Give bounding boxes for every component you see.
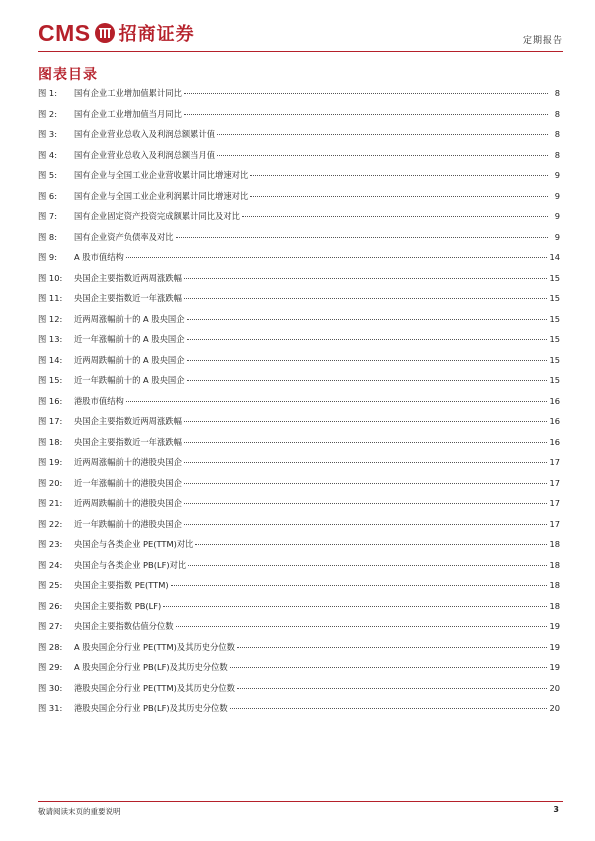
toc-entry[interactable] bbox=[38, 190, 560, 211]
toc-entry-page: 14 bbox=[549, 252, 560, 262]
toc-entry-number: 图 22: bbox=[38, 518, 63, 529]
toc-entry[interactable] bbox=[38, 579, 560, 600]
toc-entry-page: 15 bbox=[549, 313, 560, 324]
toc-entry-leader bbox=[184, 277, 548, 279]
toc-entry-number: 图 12: bbox=[38, 313, 63, 324]
toc-entry-number: 图 5: bbox=[38, 170, 58, 180]
logo-seal-icon bbox=[95, 23, 115, 43]
toc-entry-leader bbox=[184, 441, 548, 443]
toc-entry-page: 19 bbox=[549, 662, 560, 672]
toc-entry[interactable] bbox=[38, 436, 560, 457]
toc-entry-number: 图 4: bbox=[38, 149, 58, 160]
toc-entry[interactable] bbox=[38, 661, 560, 682]
toc-entry-title: 港股央国企分行业 PE(TTM)及其历史分位数 bbox=[74, 682, 235, 693]
toc-entry-leader bbox=[195, 543, 547, 545]
toc-entry-page: 17 bbox=[549, 518, 560, 529]
toc-entry[interactable] bbox=[38, 682, 560, 703]
toc-entry-leader bbox=[171, 584, 548, 586]
toc-entry-page: 19 bbox=[549, 621, 560, 631]
toc-entry-page: 15 bbox=[549, 354, 560, 365]
figure-toc-list bbox=[38, 87, 560, 723]
toc-entry[interactable] bbox=[38, 415, 560, 436]
toc-entry-leader bbox=[188, 564, 547, 566]
toc-entry[interactable] bbox=[38, 354, 560, 375]
toc-entry-title: 央国企主要指数近一年涨跌幅 bbox=[74, 293, 182, 303]
toc-entry-title: 近一年跌幅前十的 A 股央国企 bbox=[74, 375, 185, 385]
toc-entry-leader bbox=[250, 195, 548, 197]
footer-disclaimer: 敬请阅读末页的重要说明 bbox=[38, 807, 121, 816]
toc-entry-leader bbox=[187, 359, 548, 361]
toc-entry-title: 近两周涨幅前十的港股央国企 bbox=[74, 457, 182, 467]
toc-entry-page: 20 bbox=[549, 682, 560, 693]
toc-entry-leader bbox=[217, 133, 548, 135]
toc-entry-leader bbox=[217, 154, 548, 156]
toc-entry-page: 16 bbox=[549, 436, 560, 447]
toc-entry-page: 9 bbox=[554, 170, 560, 180]
toc-entry-leader bbox=[184, 461, 548, 463]
toc-entry[interactable] bbox=[38, 456, 560, 477]
toc-entry-page: 17 bbox=[549, 457, 560, 467]
toc-entry-title: 国有企业资产负债率及对比 bbox=[74, 231, 174, 242]
toc-entry-title: 国有企业固定资产投资完成额累计同比及对比 bbox=[74, 211, 240, 221]
toc-entry-number: 图 18: bbox=[38, 436, 63, 447]
toc-entry-number: 图 8: bbox=[38, 231, 58, 242]
toc-entry[interactable] bbox=[38, 477, 560, 498]
header-divider bbox=[38, 51, 563, 52]
toc-entry-title: 近两周跌幅前十的港股央国企 bbox=[74, 498, 182, 508]
logo-text: CMS bbox=[38, 19, 91, 46]
toc-entry[interactable] bbox=[38, 559, 560, 580]
toc-entry-page: 8 bbox=[554, 108, 560, 119]
page-header bbox=[38, 18, 563, 52]
toc-entry-page: 9 bbox=[554, 211, 560, 221]
toc-entry-page: 9 bbox=[554, 231, 560, 242]
toc-entry-title: 国有企业营业总收入及利润总额当月值 bbox=[74, 149, 216, 160]
toc-entry[interactable] bbox=[38, 231, 560, 252]
toc-entry-page: 18 bbox=[549, 559, 560, 570]
toc-entry-number: 图 28: bbox=[38, 641, 63, 652]
toc-entry-leader bbox=[187, 338, 548, 340]
toc-entry-number: 图 13: bbox=[38, 334, 63, 344]
toc-entry-number: 图 30: bbox=[38, 682, 63, 693]
toc-entry-leader bbox=[184, 92, 548, 94]
toc-entry[interactable] bbox=[38, 169, 560, 190]
toc-entry-leader bbox=[184, 523, 548, 525]
toc-entry-page: 9 bbox=[554, 190, 560, 201]
toc-entry-leader bbox=[230, 666, 548, 668]
toc-entry-number: 图 29: bbox=[38, 662, 63, 672]
toc-entry-title: 近一年跌幅前十的港股央国企 bbox=[74, 518, 182, 529]
toc-entry-title: 央国企与各类企业 PB(LF)对比 bbox=[74, 559, 187, 570]
toc-entry-number: 图 25: bbox=[38, 580, 63, 590]
toc-entry-number: 图 9: bbox=[38, 252, 58, 262]
toc-entry[interactable] bbox=[38, 641, 560, 662]
toc-entry-number: 图 1: bbox=[38, 88, 58, 98]
toc-entry-leader bbox=[176, 236, 548, 238]
toc-entry-leader bbox=[250, 174, 548, 176]
toc-entry[interactable] bbox=[38, 128, 560, 149]
toc-entry-page: 18 bbox=[549, 580, 560, 590]
toc-entry[interactable] bbox=[38, 108, 560, 129]
toc-entry-leader bbox=[126, 256, 548, 258]
toc-entry-title: A 股央国企分行业 PB(LF)及其历史分位数 bbox=[74, 662, 228, 672]
toc-entry-page: 15 bbox=[549, 293, 560, 303]
toc-entry-number: 图 19: bbox=[38, 457, 63, 467]
toc-entry-page: 15 bbox=[549, 375, 560, 385]
toc-entry-leader bbox=[187, 318, 548, 320]
toc-entry-leader bbox=[184, 420, 548, 422]
toc-entry-leader bbox=[237, 687, 547, 689]
toc-entry-leader bbox=[237, 646, 547, 648]
toc-entry-leader bbox=[230, 707, 548, 709]
page-number: 3 bbox=[553, 805, 559, 814]
toc-entry-title: 近两周涨幅前十的 A 股央国企 bbox=[74, 313, 185, 324]
toc-entry-title: A 股市值结构 bbox=[74, 252, 124, 262]
toc-entry[interactable] bbox=[38, 292, 560, 313]
toc-entry-number: 图 23: bbox=[38, 539, 63, 549]
toc-entry-page: 15 bbox=[549, 272, 560, 283]
toc-entry[interactable] bbox=[38, 620, 560, 641]
toc-entry-title: 港股央国企分行业 PB(LF)及其历史分位数 bbox=[74, 703, 228, 713]
toc-entry[interactable] bbox=[38, 538, 560, 559]
report-type-label: 定期报告 bbox=[522, 36, 563, 46]
toc-entry-number: 图 26: bbox=[38, 600, 63, 611]
toc-entry-title: A 股央国企分行业 PE(TTM)及其历史分位数 bbox=[74, 641, 235, 652]
toc-entry-page: 8 bbox=[554, 149, 560, 160]
toc-entry-number: 图 16: bbox=[38, 395, 63, 406]
toc-entry-leader bbox=[184, 297, 548, 299]
toc-entry-page: 16 bbox=[549, 416, 560, 426]
toc-entry-title: 央国企主要指数近一年涨跌幅 bbox=[74, 436, 182, 447]
toc-entry-title: 近两周跌幅前十的 A 股央国企 bbox=[74, 354, 185, 365]
toc-entry-page: 19 bbox=[549, 641, 560, 652]
toc-entry-title: 央国企主要指数近两周涨跌幅 bbox=[74, 416, 182, 426]
toc-entry-number: 图 20: bbox=[38, 477, 63, 488]
toc-entry-leader bbox=[187, 379, 548, 381]
toc-entry-page: 18 bbox=[549, 600, 560, 611]
company-logo bbox=[38, 18, 195, 48]
toc-entry-page: 8 bbox=[554, 129, 560, 139]
toc-entry[interactable] bbox=[38, 600, 560, 621]
toc-entry-title: 国有企业工业增加值累计同比 bbox=[74, 88, 182, 98]
company-name: 招商证券 bbox=[118, 24, 195, 45]
toc-entry-leader bbox=[163, 605, 547, 607]
toc-entry-leader bbox=[176, 625, 548, 627]
toc-entry-title: 央国企主要指数近两周涨跌幅 bbox=[74, 272, 182, 283]
toc-entry-title: 央国企主要指数 PB(LF) bbox=[74, 600, 162, 611]
toc-entry-page: 15 bbox=[549, 334, 560, 344]
toc-entry-number: 图 31: bbox=[38, 703, 63, 713]
toc-entry-number: 图 15: bbox=[38, 375, 63, 385]
toc-entry[interactable] bbox=[38, 313, 560, 334]
toc-entry-page: 17 bbox=[549, 498, 560, 508]
toc-entry-leader bbox=[126, 400, 548, 402]
toc-entry-number: 图 24: bbox=[38, 559, 63, 570]
toc-entry-number: 图 17: bbox=[38, 416, 63, 426]
toc-entry-title: 国有企业与全国工业企业营收累计同比增速对比 bbox=[74, 170, 249, 180]
toc-entry-leader bbox=[184, 113, 548, 115]
toc-entry-number: 图 7: bbox=[38, 211, 58, 221]
toc-entry-number: 图 21: bbox=[38, 498, 63, 508]
toc-entry-number: 图 27: bbox=[38, 621, 63, 631]
footer-divider bbox=[38, 801, 563, 802]
toc-entry-title: 近一年涨幅前十的 A 股央国企 bbox=[74, 334, 185, 344]
toc-entry-title: 国有企业营业总收入及利润总额累计值 bbox=[74, 129, 216, 139]
toc-entry-leader bbox=[184, 502, 548, 504]
toc-entry-page: 8 bbox=[554, 88, 560, 98]
toc-entry-title: 港股市值结构 bbox=[74, 395, 124, 406]
toc-entry-title: 央国企主要指数估值分位数 bbox=[74, 621, 174, 631]
toc-entry-page: 17 bbox=[549, 477, 560, 488]
toc-entry-page: 20 bbox=[549, 703, 560, 713]
toc-entry-title: 国有企业工业增加值当月同比 bbox=[74, 108, 182, 119]
toc-entry-page: 18 bbox=[549, 539, 560, 549]
toc-entry-number: 图 6: bbox=[38, 190, 58, 201]
toc-entry[interactable] bbox=[38, 251, 560, 272]
toc-entry-title: 近一年涨幅前十的港股央国企 bbox=[74, 477, 182, 488]
toc-entry[interactable] bbox=[38, 497, 560, 518]
toc-entry[interactable] bbox=[38, 210, 560, 231]
toc-entry-number: 图 2: bbox=[38, 108, 58, 119]
toc-entry[interactable] bbox=[38, 149, 560, 170]
toc-entry[interactable] bbox=[38, 374, 560, 395]
toc-entry-leader bbox=[184, 482, 548, 484]
toc-entry-leader bbox=[242, 215, 548, 217]
toc-entry[interactable] bbox=[38, 272, 560, 293]
toc-entry-title: 央国企与各类企业 PE(TTM)对比 bbox=[74, 539, 194, 549]
toc-entry[interactable] bbox=[38, 333, 560, 354]
toc-entry-title: 国有企业与全国工业企业利润累计同比增速对比 bbox=[74, 190, 249, 201]
toc-entry-number: 图 11: bbox=[38, 293, 63, 303]
toc-entry[interactable] bbox=[38, 518, 560, 539]
toc-entry-page: 16 bbox=[549, 395, 560, 406]
toc-entry-number: 图 3: bbox=[38, 129, 58, 139]
toc-entry[interactable] bbox=[38, 87, 560, 108]
toc-title: 图表目录 bbox=[38, 67, 98, 83]
toc-entry[interactable] bbox=[38, 702, 560, 723]
toc-entry[interactable] bbox=[38, 395, 560, 416]
toc-entry-number: 图 10: bbox=[38, 272, 63, 283]
toc-entry-number: 图 14: bbox=[38, 354, 63, 365]
toc-entry-title: 央国企主要指数 PE(TTM) bbox=[74, 580, 169, 590]
